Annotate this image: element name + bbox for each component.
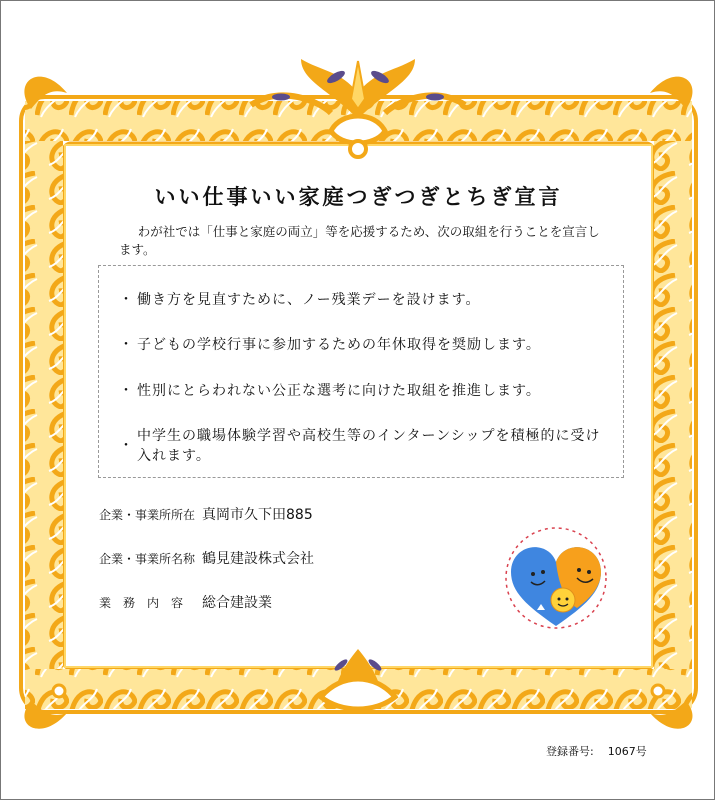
- commitment-item: [119, 426, 609, 466]
- company-address-value: 真岡市久下田885: [202, 507, 313, 523]
- commitment-text: 中学生の職場体験学習や高校生等のインターンシップを積極的に受け入れます。: [137, 428, 601, 464]
- bullet: ・: [119, 438, 134, 454]
- commitment-item: [119, 290, 619, 310]
- business-type-label: 業 務 内 容: [99, 596, 184, 610]
- company-address-row: [99, 506, 313, 523]
- commitment-text: 子どもの学校行事に参加するための年休取得を奨励します。: [137, 337, 541, 353]
- business-type-value: 総合建設業: [202, 595, 272, 611]
- declaration-title: いい仕事いい家庭つぎつぎとちぎ宣言: [154, 184, 563, 209]
- declaration-intro: わが社では「仕事と家庭の両立」等を応援するため、次の取組を行うことを宣言します。: [119, 224, 600, 257]
- heart-family-logo: [497, 514, 615, 642]
- company-name-label: 企業・事業所名称: [99, 552, 196, 566]
- company-name-row: [99, 550, 314, 567]
- registration-number: [546, 743, 647, 759]
- registration-value: 1067号: [607, 745, 647, 758]
- commitment-text: 性別にとらわれない公正な選考に向けた取組を推進します。: [137, 383, 541, 399]
- commitment-item: [119, 381, 619, 401]
- bullet: ・: [119, 337, 134, 353]
- bullet: ・: [119, 383, 134, 399]
- company-address-label: 企業・事業所所在: [99, 508, 196, 522]
- company-name-value: 鶴見建設株式会社: [202, 551, 314, 567]
- commitment-item: [119, 335, 619, 355]
- commitment-text: 働き方を見直すために、ノー残業デーを設けます。: [137, 292, 481, 308]
- business-type-row: [99, 594, 272, 611]
- bullet: ・: [119, 292, 134, 308]
- registration-label: 登録番号:: [546, 745, 594, 758]
